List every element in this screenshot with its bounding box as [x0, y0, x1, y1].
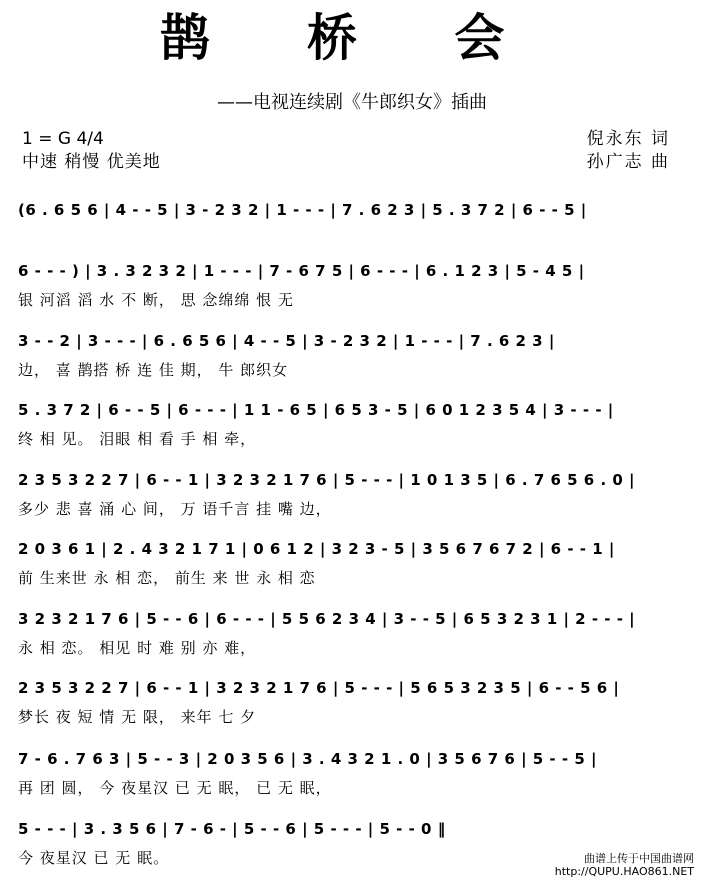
notation-line: 2 3 5 3 2 2 7 | 6 - - 1 | 3 2 3 2 1 7 6 | 5 - - - | 5 6 5 3 2 3 5 | 6 - - 5 6 | [18, 679, 620, 697]
notation-line: 5 - - - | 3 . 3 5 6 | 7 - 6 - | 5 - - 6 | 5 - - - | 5 - - 0 ‖ [18, 820, 446, 838]
notation-line: 3 2 3 2 1 7 6 | 5 - - 6 | 6 - - - | 5 5 6 2 3 4 | 3 - - 5 | 6 5 3 2 3 1 | 2 - - - | [18, 610, 636, 628]
notation-line: (6 . 6 5 6 | 4 - - 5 | 3 - 2 3 2 | 1 - - - | 7 . 6 2 3 | 5 . 3 7 2 | 6 - - 5 | [18, 201, 587, 219]
score-system-2 [0, 245, 704, 323]
notation-line: 6 - - - ) | 3 . 3 2 3 2 | 1 - - - | 7 - 6 7 5 | 6 - - - | 6 . 1 2 3 | 5 - 4 5 | [18, 262, 585, 280]
score-system-3 [0, 315, 704, 393]
watermark-text: 曲谱上传于中国曲谱网 [584, 852, 694, 865]
lyric-line: 前 生来世 永 相 恋， 前生 来 世 永 相 恋 [18, 569, 316, 587]
lyric-line: 今 夜星汉 已 无 眠。 [18, 849, 170, 867]
lyric-line: 永 相 恋。 相见 时 难 别 亦 难， [18, 639, 257, 657]
song-subtitle: ——电视连续剧《牛郎织女》插曲 [217, 92, 487, 113]
lyric-line: 再 团 圆， 今 夜星汉 已 无 眠， 已 无 眠， [18, 779, 332, 797]
notation-line: 7 - 6 . 7 6 3 | 5 - - 3 | 2 0 3 5 6 | 3 . 4 3 2 1 . 0 | 3 5 6 7 6 | 5 - - 5 | [18, 750, 597, 768]
score-system-8 [0, 662, 704, 740]
lyricist-credit: 倪永东 词 [586, 129, 670, 149]
lyric-line: 梦长 夜 短 情 无 限， 来年 七 夕 [18, 708, 257, 726]
score-system-7 [0, 593, 704, 671]
tempo-marking: 中速 稍慢 优美地 [22, 152, 161, 172]
notation-line: 2 0 3 6 1 | 2 . 4 3 2 1 7 1 | 0 6 1 2 | 3 2 3 - 5 | 3 5 6 7 6 7 2 | 6 - - 1 | [18, 540, 615, 558]
score-system-6 [0, 523, 704, 601]
notation-line: 2 3 5 3 2 2 7 | 6 - - 1 | 3 2 3 2 1 7 6 | 5 - - - | 1 0 1 3 5 | 6 . 7 6 5 6 . 0 | [18, 471, 636, 489]
notation-line: 3 - - 2 | 3 - - - | 6 . 6 5 6 | 4 - - 5 | 3 - 2 3 2 | 1 - - - | 7 . 6 2 3 | [18, 332, 555, 350]
score-system-9 [0, 733, 704, 811]
lyric-line: 银 河滔 滔 水 不 断， 思 念绵绵 恨 无 [18, 291, 294, 309]
lyric-line: 边， 喜 鹊搭 桥 连 佳 期， 牛 郎织女 [18, 361, 289, 379]
score-system-4 [0, 384, 704, 462]
notation-line: 5 . 3 7 2 | 6 - - 5 | 6 - - - | 1 1 - 6 5 | 6 5 3 - 5 | 6 0 1 2 3 5 4 | 3 - - - | [18, 401, 614, 419]
lyric-line: 终 相 见。 泪眼 相 看 手 相 牵， [18, 430, 257, 448]
score-system-5 [0, 454, 704, 532]
key-signature: 1 = G 4/4 [22, 129, 104, 149]
watermark-url: http://QUPU.HAO861.NET [554, 865, 694, 878]
site-watermark [555, 852, 694, 878]
lyric-line: 多少 悲 喜 涌 心 间， 万 语千言 挂 嘴 边， [18, 500, 332, 518]
composer-credit: 孙广志 曲 [586, 152, 670, 172]
song-title: 鹊 桥 会 [159, 8, 545, 67]
